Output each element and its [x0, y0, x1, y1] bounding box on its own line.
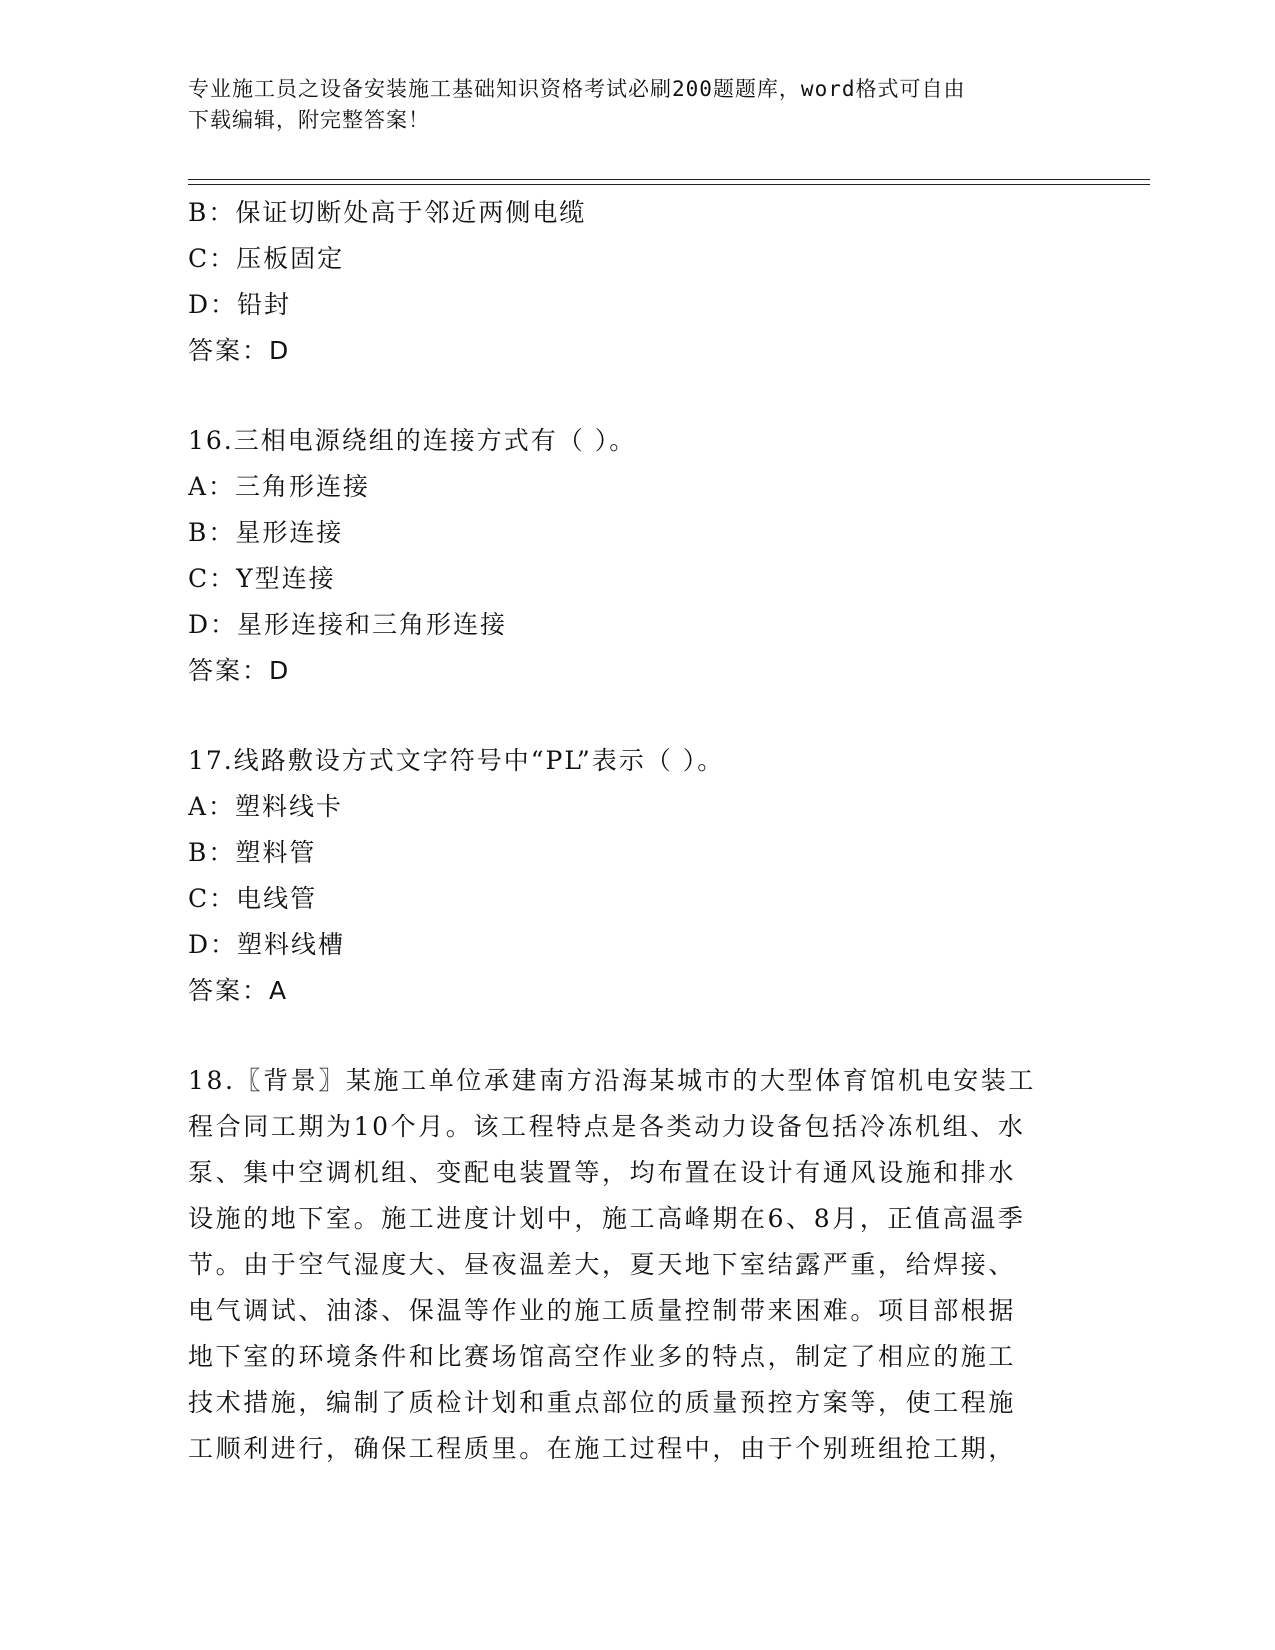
- option-d: D：铅封: [188, 290, 292, 319]
- paragraph-line: 设施的地下室。施工进度计划中，施工高峰期在6、8月，正值高温季: [188, 1204, 1026, 1233]
- header-divider-bottom: [188, 184, 1150, 185]
- question-17: [188, 738, 1088, 1014]
- paragraph-line: 泵、集中空调机组、变配电装置等，均布置在设计有通风设施和排水: [188, 1158, 1017, 1187]
- option-a: A：三角形连接: [188, 472, 371, 501]
- answer-label: 答案：D: [188, 656, 291, 685]
- option-a: A：塑料线卡: [188, 792, 344, 821]
- question-text: 17.线路敷设方式文字符号中“PL”表示（ ）。: [188, 746, 725, 775]
- question-list: [188, 190, 1088, 1472]
- option-d: D：塑料线槽: [188, 930, 346, 959]
- spacer: [188, 694, 1088, 738]
- option-b: B：保证切断处高于邻近两侧电缆: [188, 198, 587, 227]
- paragraph-line: 工顺利进行，确保工程质里。在施工过程中，由于个别班组抢工期，: [188, 1434, 1017, 1463]
- option-b: B：星形连接: [188, 518, 344, 547]
- question-text: 16.三相电源绕组的连接方式有（ ）。: [188, 426, 637, 455]
- paragraph-line: 节。由于空气湿度大、昼夜温差大，夏天地下室结露严重，给焊接、: [188, 1250, 1017, 1279]
- paragraph-line: 18.〖背景〗某施工单位承建南方沿海某城市的大型体育馆机电安装工: [188, 1066, 1036, 1095]
- paragraph-line: 程合同工期为10个月。该工程特点是各类动力设备包括冷冻机组、水: [188, 1112, 1026, 1141]
- option-c: C：电线管: [188, 884, 318, 913]
- header-line-2: 下载编辑，附完整答案！: [188, 108, 430, 132]
- paragraph-line: 电气调试、油漆、保温等作业的施工质量控制带来困难。项目部根据: [188, 1296, 1017, 1325]
- question-18: [188, 1058, 1078, 1472]
- paragraph-line: 地下室的环境条件和比赛场馆高空作业多的特点，制定了相应的施工: [188, 1342, 1017, 1371]
- answer-label: 答案：D: [188, 336, 291, 365]
- spacer: [188, 1014, 1088, 1058]
- document-header: [188, 74, 1088, 136]
- header-divider-top: [188, 179, 1150, 180]
- header-line-1: 专业施工员之设备安装施工基础知识资格考试必刷200题题库，word格式可自由: [188, 77, 966, 101]
- paragraph-line: 技术措施，编制了质检计划和重点部位的质量预控方案等，使工程施: [188, 1388, 1017, 1417]
- spacer: [188, 374, 1088, 418]
- option-b: B：塑料管: [188, 838, 317, 867]
- option-c: C：Y型连接: [188, 564, 336, 593]
- option-d: D：星形连接和三角形连接: [188, 610, 508, 639]
- answer-label: 答案：A: [188, 976, 289, 1005]
- option-c: C：压板固定: [188, 244, 345, 273]
- question-15-tail: [188, 190, 1088, 374]
- question-16: [188, 418, 1088, 694]
